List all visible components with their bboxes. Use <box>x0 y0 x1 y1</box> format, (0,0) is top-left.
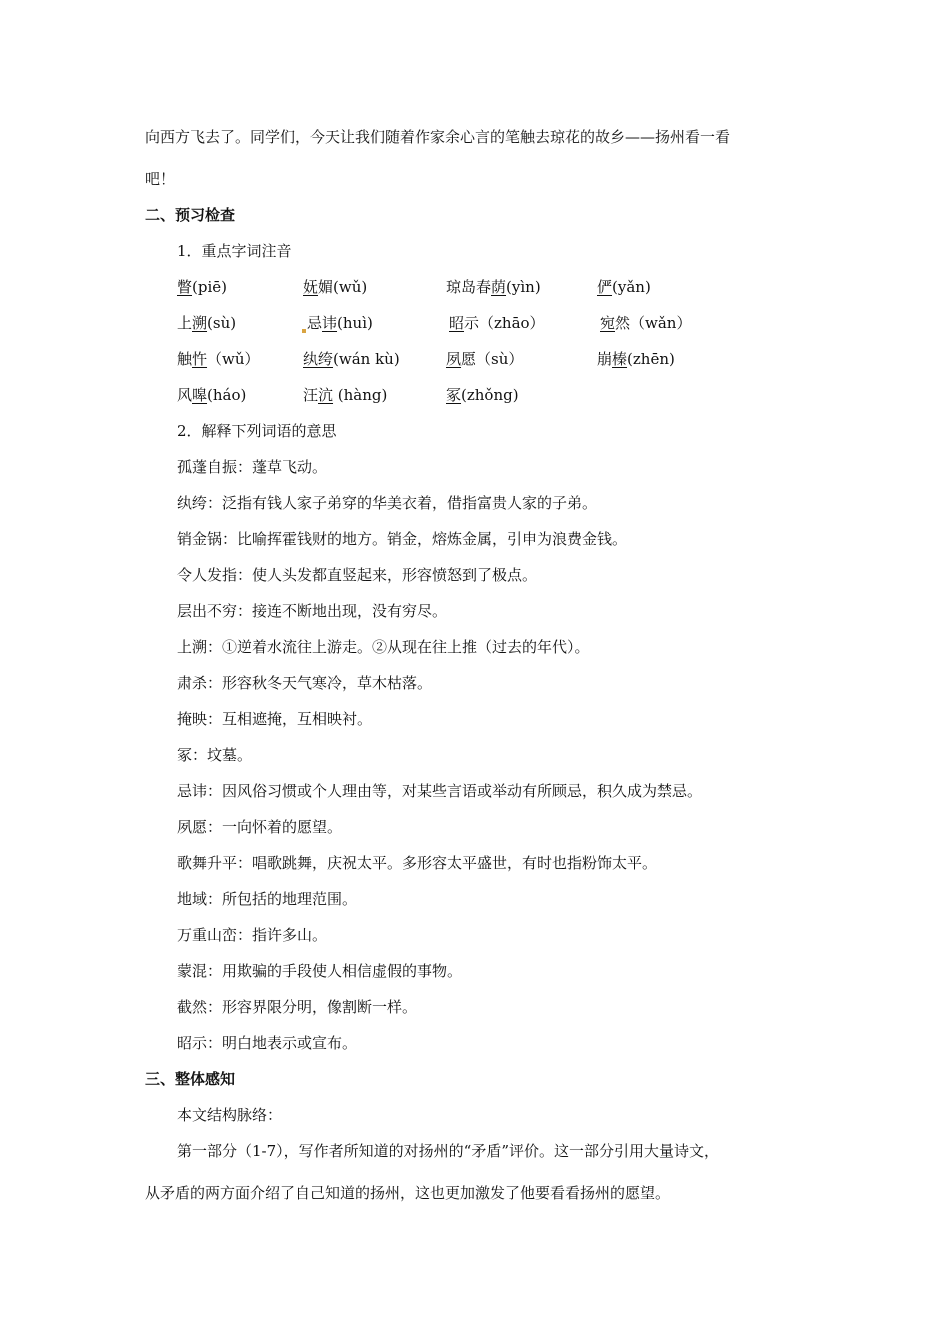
structure-paragraph-line-1: 第一部分（1-7），写作者所知道的对扬州的“矛盾”评价。这一部分引用大量诗文， <box>177 1142 719 1160</box>
definition-item: 夙愿：一向怀着的愿望。 <box>177 818 343 836</box>
subheading-structure: 本文结构脉络： <box>177 1106 283 1124</box>
definition-item: 冢：坟墓。 <box>177 746 253 764</box>
vocab-item: 琼岛春荫(yìn) <box>446 278 541 296</box>
definition-item: 昭示：明白地表示或宣布。 <box>177 1034 358 1052</box>
vocab-row <box>0 349 950 369</box>
definition-item: 层出不穷：接连不断地出现，没有穷尽。 <box>177 602 448 620</box>
definition-item: 万重山峦：指许多山。 <box>177 926 328 944</box>
definition-item: 蒙混：用欺骗的手段使人相信虚假的事物。 <box>177 962 463 980</box>
intro-line-2: 吧！ <box>145 170 176 188</box>
structure-paragraph-line-2: 从矛盾的两方面介绍了自己知道的扬州，这也更加激发了他要看看扬州的愿望。 <box>145 1184 671 1202</box>
definition-item: 忌讳：因风俗习惯或个人理由等，对某些言语或举动有所顾忌，积久成为禁忌。 <box>177 782 703 800</box>
section-heading-overview: 三、整体感知 <box>145 1070 236 1088</box>
definition-item: 令人发指：使人头发都直竖起来，形容愤怒到了极点。 <box>177 566 538 584</box>
vocab-item: 触忤（wǔ） <box>177 350 260 368</box>
vocab-item: 宛然（wǎn） <box>600 314 692 332</box>
vocab-row <box>0 385 950 405</box>
definition-item: 肃杀：形容秋冬天气寒冷，草木枯落。 <box>177 674 433 692</box>
section-heading-preview: 二、预习检查 <box>145 206 236 224</box>
definition-item: 掩映：互相遮掩，互相映衬。 <box>177 710 373 728</box>
vocab-item: 瞥(piē) <box>177 278 227 296</box>
vocab-item: 汪沆 (hàng) <box>303 386 388 404</box>
vocab-item: 风嗥(háo) <box>177 386 247 404</box>
vocab-item: 崩榛(zhēn) <box>597 350 675 368</box>
vocab-item: 纨绔(wán kù) <box>303 350 400 368</box>
vocab-item: 忌讳(huì) <box>302 313 373 333</box>
definition-item: 截然：形容界限分明，像割断一样。 <box>177 998 418 1016</box>
definition-item: 孤蓬自振：蓬草飞动。 <box>177 458 328 476</box>
vocab-item: 上溯(sù) <box>177 314 237 332</box>
definition-item: 地域：所包括的地理范围。 <box>177 890 358 908</box>
definition-item: 纨绔：泛指有钱人家子弟穿的华美衣着，借指富贵人家的子弟。 <box>177 494 598 512</box>
definition-item: 销金锅：比喻挥霍钱财的地方。销金，熔炼金属，引申为浪费金钱。 <box>177 530 628 548</box>
definition-item: 歌舞升平：唱歌跳舞，庆祝太平。多形容太平盛世，有时也指粉饰太平。 <box>177 854 658 872</box>
subheading-pronunciation: 1．重点字词注音 <box>177 242 292 260</box>
vocab-row <box>0 277 950 297</box>
definition-item: 上溯：①逆着水流往上游走。②从现在往上推（过去的年代）。 <box>177 638 590 656</box>
vocab-row <box>0 313 950 333</box>
vocab-item: 夙愿（sù） <box>446 350 524 368</box>
vocab-item: 妩媚(wǔ) <box>303 278 368 296</box>
vocab-item: 冢(zhǒng) <box>446 386 519 404</box>
vocab-item: 俨(yǎn) <box>597 278 651 296</box>
intro-line-1: 向西方飞去了。同学们，今天让我们随着作家余心言的笔触去琼花的故乡——扬州看一看 <box>145 128 731 146</box>
edit-marker-icon <box>302 329 306 333</box>
subheading-definitions: 2．解释下列词语的意思 <box>177 422 337 440</box>
vocab-item: 昭示（zhāo） <box>449 314 545 332</box>
